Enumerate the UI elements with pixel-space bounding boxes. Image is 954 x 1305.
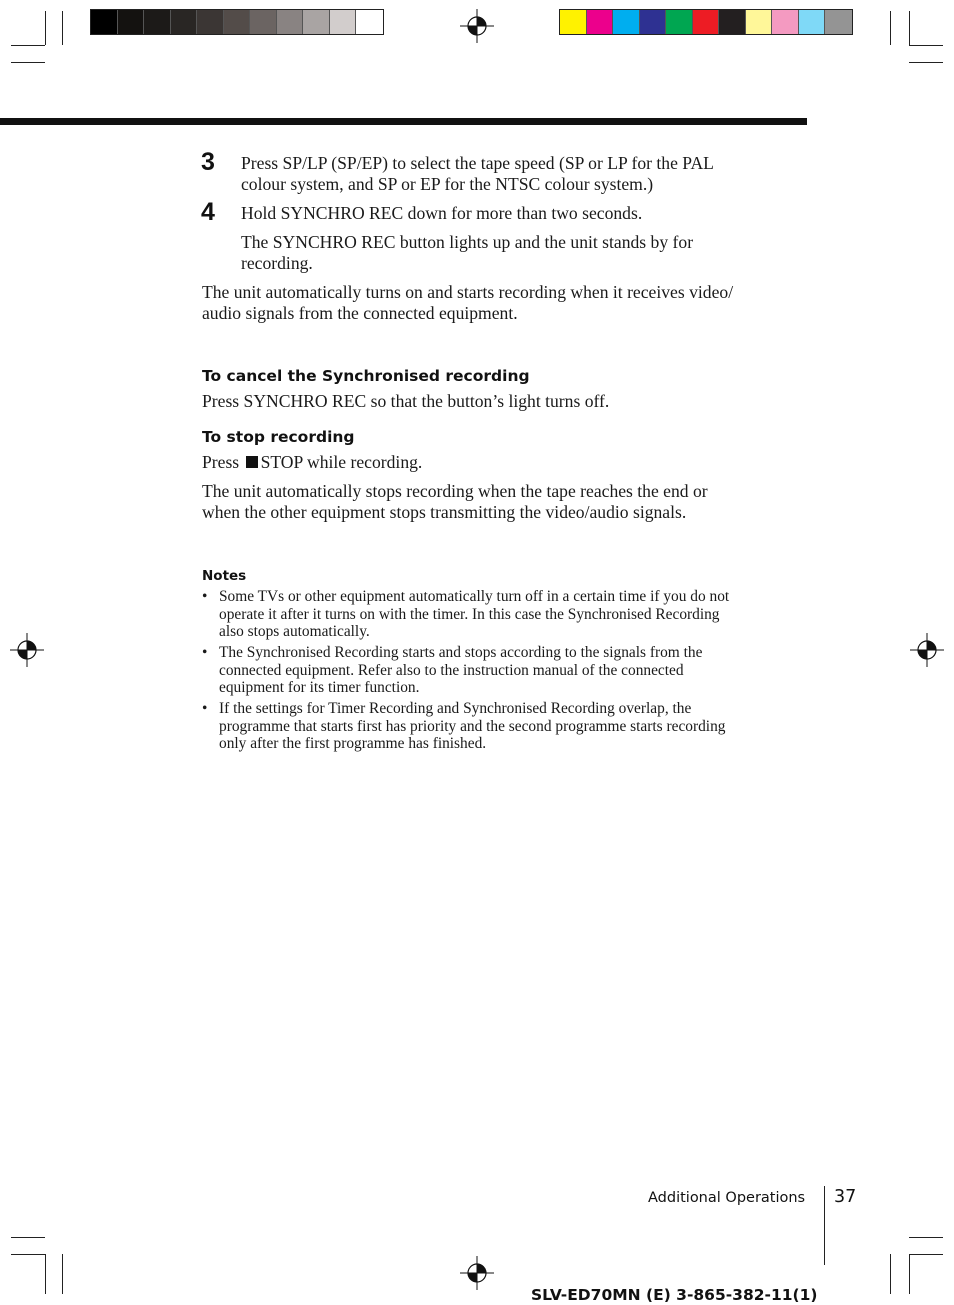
- crop-mark-br-v: [909, 1254, 910, 1294]
- crop-mark-bl-h2: [11, 1237, 45, 1238]
- color-swatch: [171, 10, 198, 34]
- color-swatch: [799, 10, 826, 34]
- crop-mark-tl-v: [45, 11, 46, 45]
- color-swatch: [303, 10, 330, 34]
- color-swatch: [560, 10, 587, 34]
- step-4-text: Hold SYNCHRO REC down for more than two seconds.: [241, 203, 643, 223]
- color-swatch: [144, 10, 171, 34]
- stop-paragraph: The unit automatically stops recording when the tape reaches the end or when the other equipment stops transmitting the video/audio signals.: [202, 481, 708, 522]
- bullet: •: [202, 700, 208, 717]
- process-color-bar: [559, 9, 853, 35]
- step-number: 3: [201, 148, 215, 176]
- note-item: • If the settings for Timer Recording and Synchronised Recording overlap, the programme that starts first has priority and the second programme starts recording only after the first programme has finished.: [202, 700, 726, 753]
- grayscale-color-bar: [90, 9, 384, 35]
- page-number: 37: [834, 1187, 857, 1207]
- color-swatch: [825, 10, 852, 34]
- color-swatch: [613, 10, 640, 34]
- color-swatch: [197, 10, 224, 34]
- color-swatch: [746, 10, 773, 34]
- stop-instruction: Press STOP while recording.: [202, 452, 423, 472]
- footer-divider: [824, 1186, 825, 1265]
- header-rule: [0, 118, 807, 125]
- crop-mark-tr-v2: [890, 11, 891, 45]
- crop-mark-tl-h: [11, 45, 45, 46]
- crop-mark-br-v2: [890, 1254, 891, 1294]
- registration-mark-icon: [910, 633, 944, 667]
- color-swatch: [693, 10, 720, 34]
- crop-mark-bl-v: [45, 1254, 46, 1294]
- crop-mark-br-h: [909, 1254, 943, 1255]
- note-item: • Some TVs or other equipment automatically turn off in a certain time if you do not operate it after it turns on with the timer. In this case the Synchronised Recording also stops automatically.: [202, 588, 730, 641]
- crop-mark-tr-v: [909, 11, 910, 45]
- cancel-section-text: Press SYNCHRO REC so that the button’s light turns off.: [202, 391, 610, 411]
- footer-section-name: Additional Operations: [648, 1190, 806, 1206]
- bullet: •: [202, 588, 208, 605]
- step-4-detail: The SYNCHRO REC button lights up and the unit stands by for recording.: [241, 232, 694, 273]
- crop-mark-bl-v2: [62, 1254, 63, 1294]
- color-swatch: [719, 10, 746, 34]
- color-swatch: [277, 10, 304, 34]
- color-swatch: [118, 10, 145, 34]
- crop-mark-tr-h: [909, 45, 943, 46]
- cancel-section-heading: To cancel the Synchronised recording: [202, 367, 530, 385]
- intro-paragraph: The unit automatically turns on and starts recording when it receives video/ audio signals from the connected equipment.: [202, 282, 734, 323]
- color-swatch: [772, 10, 799, 34]
- note-item: • The Synchronised Recording starts and stops according to the signals from the connected equipment. Refer also to the instruction manual of the connected equipment for its timer function.: [202, 644, 703, 697]
- crop-mark-tl-h2: [11, 62, 45, 63]
- crop-mark-br-h2: [909, 1237, 943, 1238]
- registration-mark-icon: [460, 9, 494, 43]
- bullet: •: [202, 644, 208, 661]
- color-swatch: [91, 10, 118, 34]
- step-number: 4: [201, 198, 215, 226]
- crop-mark-tr-h2: [909, 62, 943, 63]
- stop-square-icon: [246, 456, 258, 468]
- notes-heading: Notes: [202, 568, 247, 584]
- registration-mark-icon: [10, 633, 44, 667]
- color-swatch: [587, 10, 614, 34]
- model-code: SLV-ED70MN (E) 3-865-382-11(1): [531, 1286, 818, 1304]
- color-swatch: [224, 10, 251, 34]
- color-swatch: [640, 10, 667, 34]
- color-swatch: [250, 10, 277, 34]
- stop-section-heading: To stop recording: [202, 428, 355, 446]
- crop-mark-tl-v2: [62, 11, 63, 45]
- crop-mark-bl-h: [11, 1254, 45, 1255]
- step-3-text: Press SP/LP (SP/EP) to select the tape speed (SP or LP for the PAL colour system, and SP or EP for the NTSC colour system.): [241, 153, 714, 194]
- registration-mark-icon: [460, 1256, 494, 1290]
- color-swatch: [356, 10, 383, 34]
- color-swatch: [330, 10, 357, 34]
- color-swatch: [666, 10, 693, 34]
